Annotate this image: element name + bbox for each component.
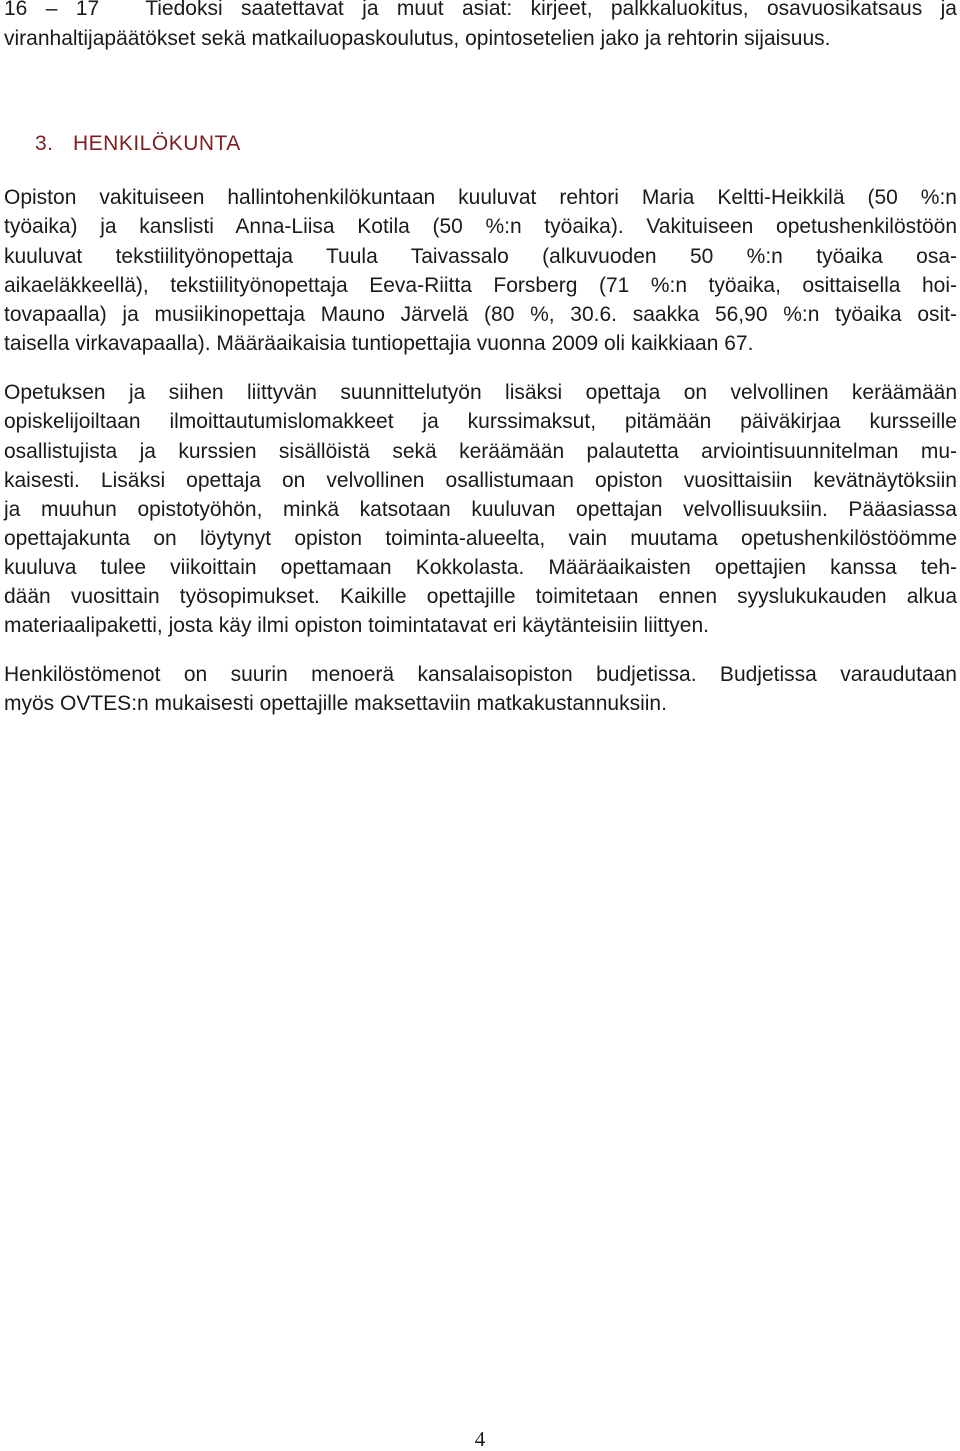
paragraph-line: Opiston vakituiseen hallintohenkilökuntaan kuuluvat rehtori Maria Keltti-Heikkilä (50 %:n (4, 186, 957, 209)
paragraph-line: dään vuosittain työsopimukset. Kaikille opettajille toimitetaan ennen syyslukukauden alkua (4, 585, 957, 608)
section-title: HENKILÖKUNTA (73, 132, 241, 155)
paragraph-line: myös OVTES:n mukaisesti opettajille maksettaviin matkakustannuksiin. (4, 692, 667, 715)
paragraph-line: osallistujista ja kurssien sisällöistä sekä keräämään palautetta arviointisuunnitelman mu- (4, 440, 957, 463)
agenda-item-line-2: viranhaltijapäätökset sekä matkailuopaskoulutus, opintosetelien jako ja rehtorin sijaisuus. (4, 27, 831, 50)
agenda-item-line-1 (4, 0, 957, 24)
section-heading (35, 129, 241, 159)
agenda-item-text: Tiedoksi saatettavat ja muut asiat: kirjeet, palkkaluokitus, osavuosikatsaus ja (145, 0, 957, 20)
paragraph-line: taisella virkavapaalla). Määräaikaisia tuntiopettajia vuonna 2009 oli kaikkiaan 67. (4, 332, 754, 355)
paragraph-line: aikaeläkkeellä), tekstiilityönopettaja Eeva-Riitta Forsberg (71 %:n työaika, osittaisella hoi- (4, 274, 957, 297)
paragraph-line: opiskelijoiltaan ilmoittautumislomakkeet ja kurssimaksut, pitämään päiväkirjaa kursseille (4, 410, 957, 433)
page-number: 4 (474, 1427, 486, 1451)
paragraph-line: kuuluva tulee viikoittain opettamaan Kokkolasta. Määräaikaisten opettajien kanssa teh- (4, 556, 957, 579)
paragraph-line: materiaalipaketti, josta käy ilmi opiston toimintatavat eri käytänteisiin liittyen. (4, 614, 709, 637)
paragraph-line: työaika) ja kanslisti Anna-Liisa Kotila (50 %:n työaika). Vakituiseen opetushenkilöstöön (4, 215, 957, 238)
agenda-item-number: 16 – 17 (4, 0, 100, 20)
paragraph-line: kuuluvat tekstiilityönopettaja Tuula Taivassalo (alkuvuoden 50 %:n työaika osa- (4, 245, 957, 268)
paragraph-line: opettajakunta on löytynyt opiston toiminta-alueelta, vain muutama opetushenkilöstöömme (4, 527, 957, 550)
paragraph-line: kaisesti. Lisäksi opettaja on velvollinen osallistumaan opiston vuosittaisiin kevätnäytöksiin (4, 469, 957, 492)
section-number: 3. (35, 132, 54, 155)
paragraph-line: Henkilöstömenot on suurin menoerä kansalaisopiston budjetissa. Budjetissa varaudutaan (4, 663, 957, 686)
paragraph-line: Opetuksen ja siihen liittyvän suunnittelutyön lisäksi opettaja on velvollinen keräämään (4, 381, 957, 404)
paragraph-line: tovapaalla) ja musiikinopettaja Mauno Järvelä (80 %, 30.6. saakka 56,90 %:n työaika osit- (4, 303, 957, 326)
paragraph-line: ja muuhun opistotyöhön, minkä katsotaan kuuluvan opettajan velvollisuuksiin. Pääasiassa (4, 498, 957, 521)
